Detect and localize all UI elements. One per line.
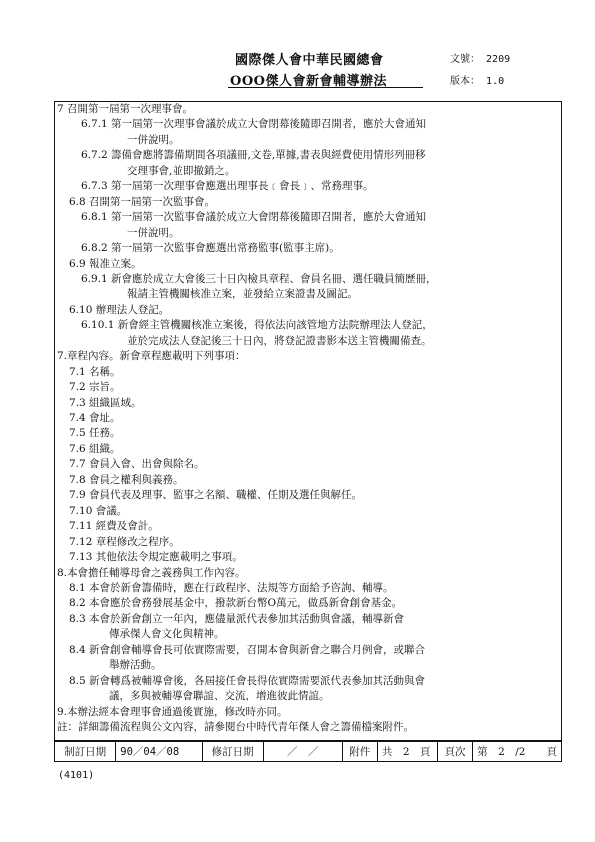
version-label: 版本： [450,76,480,87]
content-line: 8.1 本會於新會籌備時，應在行政程序、法規等方面給予咨詢、輔導。 [69,581,394,594]
content-line: 7.9 會員代表及理事、監事之名額、職權、任期及選任與解任。 [69,489,363,502]
content-line: 8.5 新會轉爲被輔導會後，各屆接任會長得依實際需要派代表參加其活動與會 [69,674,426,687]
content-line: 並於完成法人登記後三十日內，將登記證書影本送主管機關備查。 [127,334,432,347]
content-line: 7.13 其他依法令規定應載明之事項。 [69,551,243,564]
title-underline [228,87,423,88]
content-line: 8.2 本會應於會務發展基金中，撥款新台幣O萬元，做爲新會創會基金。 [69,597,403,610]
content-line: 8.本會擔任輔導母會之義務與工作內容。 [57,566,246,579]
content-line: 註：詳細籌備流程與公文內容，請參閱台中時代青年傑人會之籌備檔案附件。 [57,721,414,733]
content-line: 7.8 會員之權利與義務。 [69,473,184,486]
content-line: 議，多與被輔導會聯誼、交流，增進彼此情誼。 [109,690,330,703]
content-line: 6.8.2 第一屆第一次監事會應選出常務監事(監事主席)。 [81,242,340,255]
content-line: 6.10.1 新會經主管機關核准立案後，得依法向該管地方法院辦理法人登記， [81,319,433,332]
content-line: 7.10 會議。 [69,504,128,517]
revision-table [54,741,562,762]
content-line: 6.7.1 第一屆第一次理事會議於成立大會閉幕後隨即召開者，應於大會通知 [81,118,427,131]
content-line: 7.2 宗旨。 [69,381,121,394]
content-line: 8.4 新會創會輔導會長可依實際需要，召開本會與新會之聯合月例會，或聯合 [69,643,426,656]
attachment-value: 共 2 頁 [377,742,437,762]
content-line: 6.9.1 新會應於成立大會後三十日內檢具章程、會員名冊、選任職員簡歷冊， [81,272,437,285]
content-line: 6.10 辦理法人登記。 [69,303,170,316]
content-line: 7.章程內容。新會章程應載明下列事項： [57,350,246,363]
version-value: 1.0 [486,76,505,87]
content-line: 一併說明。 [127,133,180,146]
enact-date-value: 90／04／08 [116,742,202,762]
content-line: 6.8.1 第一屆第一次監事會議於成立大會閉幕後隨即召開者，應於大會通知 [81,211,427,224]
content-line: 7.11 經費及會計。 [69,520,159,533]
document-number [450,50,510,65]
content-line: 7.7 會員入會、出會與除名。 [69,458,205,471]
page-label: 頁次 [437,742,472,762]
organization-name: 國際傑人會中華民國總會 [235,53,384,68]
content-line: 6.9 報准立案。 [69,257,142,270]
content-line: 9.本辦法經本會理事會通過後實施，修改時亦同。 [57,705,288,718]
document-number-value: 2209 [486,54,511,65]
document-title: OOO傑人會新會輔導辦法 [230,74,387,89]
content-line: 7 召開第一屆第一次理事會。 [57,103,194,115]
content-line: 7.5 任務。 [69,427,121,440]
content-line: 6.7.3 第一屆第一次理事會應選出理事長﹝會長﹞、常務理事。 [81,180,374,193]
document-number-label: 文號： [450,54,480,65]
content-line: 7.3 組織區域。 [69,396,142,409]
content-line: 報請主管機關核准立案，並發給立案證書及圖記。 [127,288,358,301]
form-code: (4101) [58,770,95,781]
page-value: 第 2 /2 頁 [473,742,562,762]
content-line: 舉辦活動。 [109,659,162,672]
content-line: 7.4 會址。 [69,412,121,424]
document-version [450,72,504,87]
content-line: 傳承傑人會文化與精神。 [109,628,225,641]
revise-date-value: ／ ／ [263,742,342,762]
content-line: 8.3 本會於新會創立一年內，應儘量派代表參加其活動與會議，輔導新會 [69,612,405,625]
enact-date-label: 制訂日期 [55,742,116,762]
content-line: 7.1 名稱。 [69,365,121,378]
content-line: 7.6 組織。 [69,442,121,455]
content-line: 交理事會,並即撤銷之。 [127,164,236,177]
content-line: 一併說明。 [127,226,180,239]
document-body [54,101,562,741]
revision-row [55,742,562,762]
attachment-label: 附件 [342,742,377,762]
content-line: 6.8 召開第一屆第一次監事會。 [69,195,216,208]
revise-date-label: 修訂日期 [202,742,263,762]
content-line: 7.12 章程修改之程序。 [69,535,180,548]
content-line: 6.7.2 籌備會應將籌備期間各項議冊,文卷,單據,書表與經費使用情形列冊移 [81,149,426,162]
